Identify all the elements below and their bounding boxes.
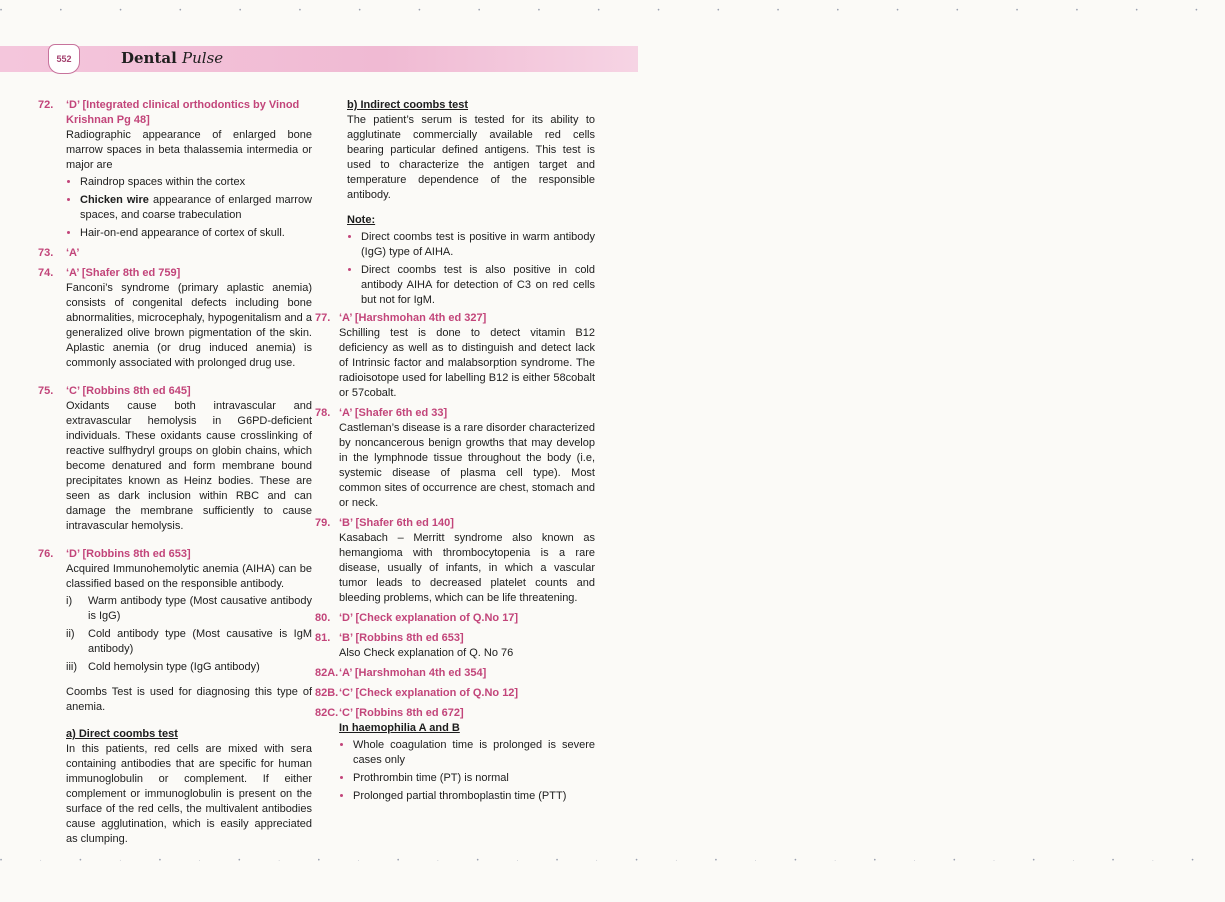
bullet-list: • Raindrop spaces within the cortex • Chicken wire appearance of enlarged marrow spaces, and coarse trabeculation • Hair-on-end appearance of cortex of skull.: [66, 175, 312, 241]
subheading: a) Direct coombs test: [66, 728, 178, 740]
answer-78: 78. ‘A’ [Shafer 6th ed 33] Castleman’s disease is a rare disorder characterized by noncancerous benign growths that may develop in the lymphnode tissue throughout the body (i.e, systemic disease of plasma cell type). Most common sites of occurrence are chest, stomach and or neck.: [315, 407, 595, 509]
decorative-dots: • · • · • · • · • · • · • · • · • · • · • · • · • · • · • · •: [0, 858, 1212, 864]
subheading: In haemophilia A and B: [339, 722, 460, 734]
answer-73: 73. ‘A’: [38, 247, 80, 259]
answer-75: 75. ‘C’ [Robbins 8th ed 645] Oxidants cause both intravascular and extravascular hemolysis in G6PD-deficient individuals. These oxidants cause crosslinking of reactive sulfhydryl groups on globin chains, which become denatured and form membrane bound precipitates known as Heinz bodies. These are seen as dark inclusion within RBC and can damage the membrane sufficiently to cause intravascular hemolysis.: [38, 385, 312, 532]
answer-82c: 82C. ‘C’ [Robbins 8th ed 672] In haemophilia A and B • Whole coagulation time is prolonged is severe cases only • Prothrombin time (PT) is normal • Prolonged partial thromboplastin time (PTT): [315, 706, 595, 804]
answer-82b: 82B. ‘C’ [Check explanation of Q.No 12]: [315, 687, 519, 699]
page-number: 552: [48, 44, 80, 74]
answer-74: 74. ‘A’ [Shafer 8th ed 759] Fanconi’s syndrome (primary aplastic anemia) consists of congenital defects including bone abnormalities, microcephaly, hypogenitalism and a generalized olive brown pigmentation of the skin. Aplastic anemia (or drug induced anemia) is commonly associated with prolonged drug use.: [38, 267, 312, 369]
brand-title: Dental Pulse: [121, 49, 224, 67]
bullet-list: • Whole coagulation time is prolonged is severe cases only • Prothrombin time (PT) is normal • Prolonged partial thromboplastin time (PTT): [339, 738, 595, 804]
antibody-type-list: i) Warm antibody type (Most causative antibody is IgG) ii) Cold antibody type (Most causative is IgM antibody) iii) Cold hemolysin type (IgG antibody): [66, 595, 312, 673]
note-heading: Note:: [347, 214, 376, 226]
decorative-dots: • • • • • • • • • • • • • • • • • • • • •: [0, 8, 1225, 14]
left-column: [28, 98, 312, 852]
subheading: b) Indirect coombs test: [347, 99, 469, 111]
answer-82a: 82A. ‘A’ [Harshmohan 4th ed 354]: [315, 667, 487, 679]
note-list: • Direct coombs test is positive in warm antibody (IgG) type of AIHA. • Direct coombs test is also positive in cold antibody AIHA for detection of C3 on red cells but not for IgM.: [347, 230, 595, 308]
answer-76: 76. ‘D’ [Robbins 8th ed 653] Acquired Immunohemolytic anemia (AIHA) can be classified based on the responsible antibody. i) Warm antibody type (Most causative antibody is IgG) ii) Cold antibody type (Most causative is IgM antibody) iii) Cold hemolysin type (IgG antibody) Coombs Test is used for diagnosing this type of anemia. a) Direct coombs test In this patients, red cells are mixed with sera containing antibodies that are specific for human immunoglobulin or complement. If either complement or immunoglobulin is present on the surface of the red cells, the multivalent antibodies cause agglutination, which is easily appreciated as clumping.: [38, 548, 312, 845]
indirect-coombs-section: b) Indirect coombs test The patient’s serum is tested for its ability to agglutinate commercially available red cells bearing particular defined antigens. This test is used to characterize the antigen target and temperature dependence of the responsible antibody. Note: • Direct coombs test is positive in warm antibody (IgG) type of AIHA. • Direct coombs test is also positive in cold antibody AIHA for detection of C3 on red cells but not for IgM.: [315, 98, 595, 308]
answer-72: 72. ‘D’ [Integrated clinical orthodontics by Vinod Krishnan Pg 48] Radiographic appearance of enlarged bone marrow spaces in beta thalassemia intermedia or major are • Raindrop spaces within the cortex • Chicken wire appearance of enlarged marrow spaces, and coarse trabeculation • Hair-on-end appearance of cortex of skull.: [28, 98, 312, 241]
answer-81: 81. ‘B’ [Robbins 8th ed 653] Also Check explanation of Q. No 76: [315, 632, 514, 659]
right-column: [315, 98, 595, 809]
answer-80: 80. ‘D’ [Check explanation of Q.No 17]: [315, 612, 519, 624]
answer-79: 79. ‘B’ [Shafer 6th ed 140] Kasabach – Merritt syndrome also known as hemangioma with thrombocytopenia is a rare disease, usually of infants, in which a vascular tumor leads to decreased platelet counts and bleeding problems, which can be life threatening.: [315, 517, 595, 604]
page-header: [0, 46, 638, 72]
answer-77: 77. ‘A’ [Harshmohan 4th ed 327] Schilling test is done to detect vitamin B12 deficiency as well as to distinguish and detect lack of Intrinsic factor and malabsorption syndrome. The radioisotope used for labelling B12 is either 58cobalt or 57cobalt.: [315, 312, 595, 399]
